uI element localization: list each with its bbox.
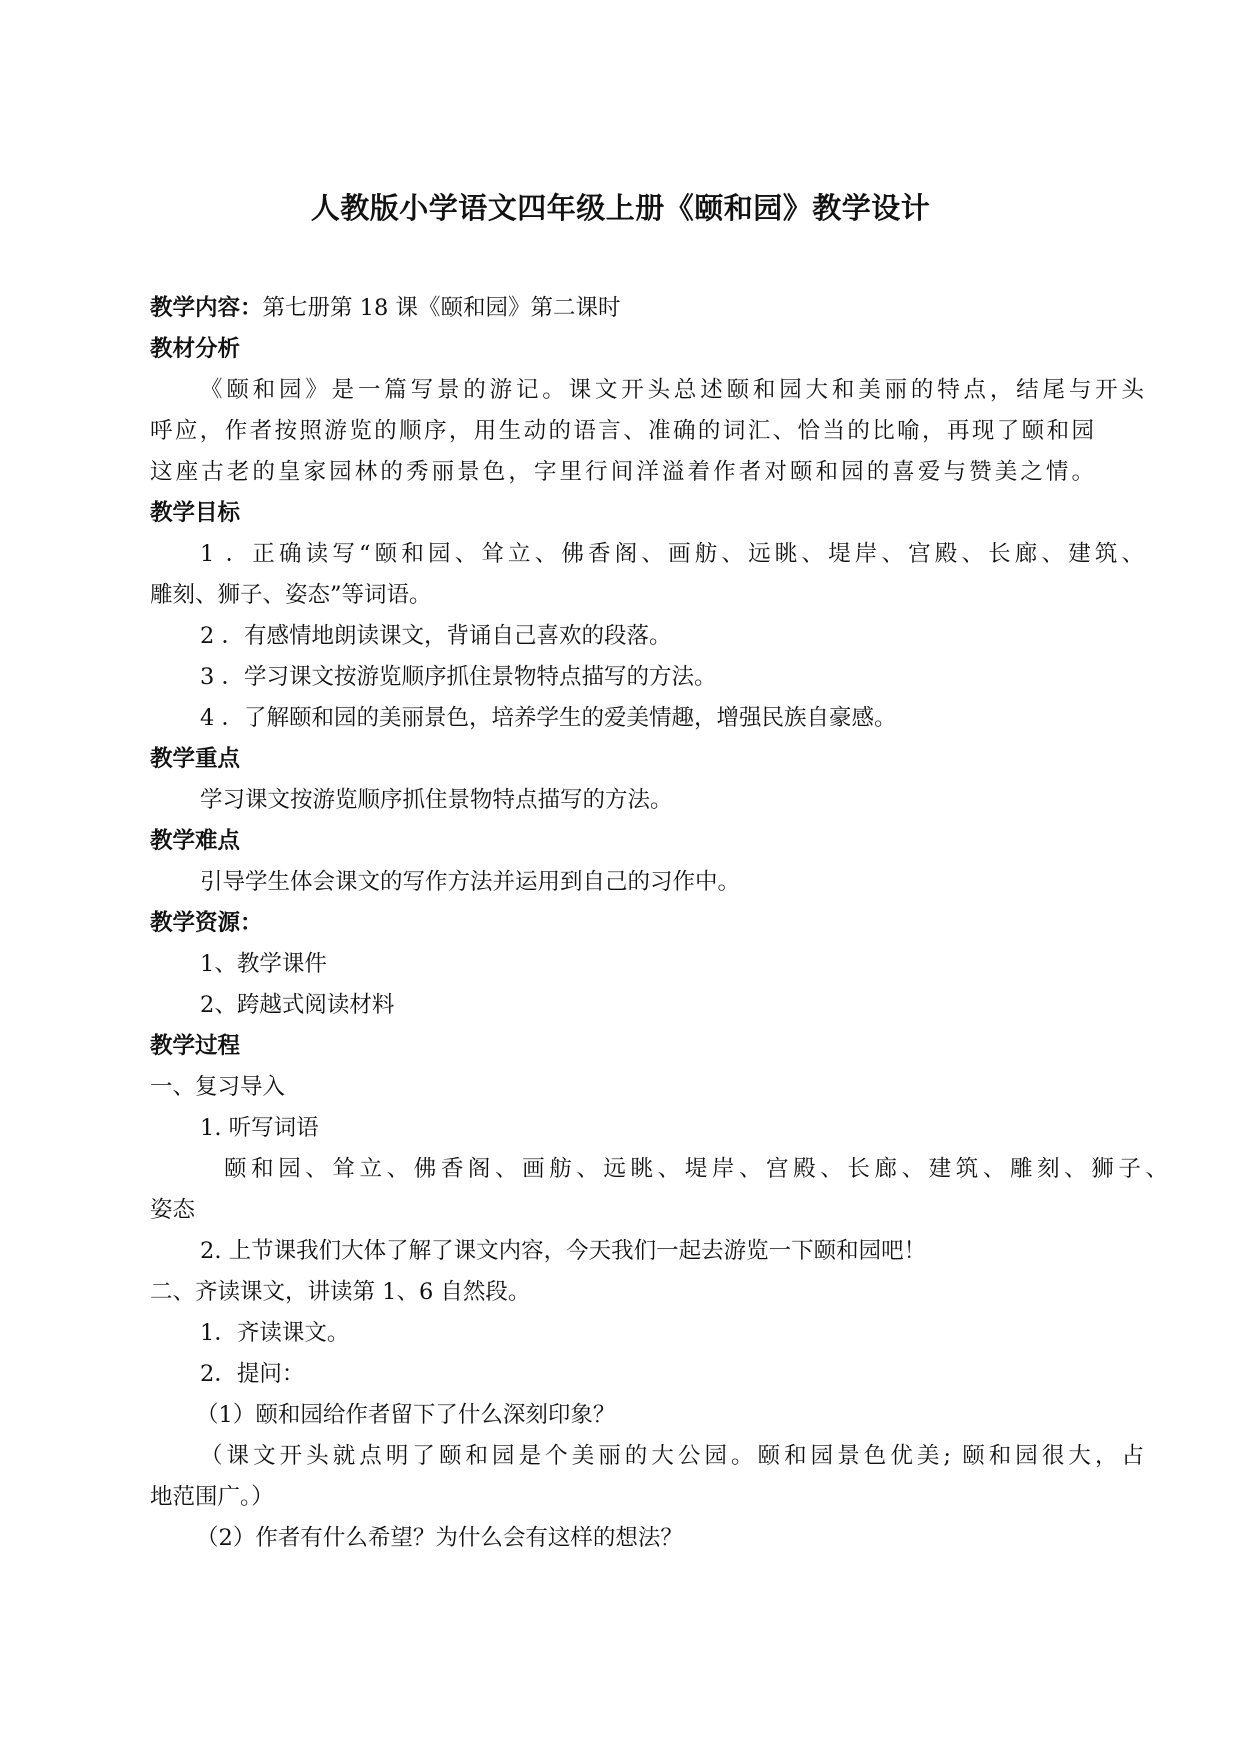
difficulty-text: 引导学生体会课文的写作方法并运用到自己的习作中。 [200, 869, 741, 895]
section-item: 2．提问： [200, 1361, 305, 1387]
goal-item: 2 ．有感情地朗读课文，背诵自己喜欢的段落。 [200, 623, 672, 649]
goal-item: 3 ．学习课文按游览顺序抓住景物特点描写的方法。 [200, 664, 717, 690]
section-item: 1．齐读课文。 [200, 1320, 350, 1346]
question: （2）作者有什么希望？为什么会有这样的想法？ [196, 1525, 683, 1551]
section-heading: 一、复习导入 [150, 1074, 286, 1100]
focus-heading: 教学重点 [150, 746, 241, 772]
process-heading: 教学过程 [150, 1033, 241, 1059]
section-heading: 二、齐读课文，讲读第 1、6 自然段。 [150, 1279, 531, 1305]
focus-text: 学习课文按游览顺序抓住景物特点描写的方法。 [200, 787, 673, 813]
resources-heading: 教学资源： [150, 910, 263, 936]
goal-item-continued: 雕刻、狮子、姿态”等词语。 [150, 582, 432, 608]
analysis-line: 《颐和园》是一篇写景的游记。课文开头总述颐和园大和美丽的特点，结尾与开头 [200, 377, 1144, 403]
goals-heading: 教学目标 [150, 500, 241, 526]
resource-item: 2、跨越式阅读材料 [200, 992, 395, 1018]
question: （1）颐和园给作者留下了什么深刻印象？ [196, 1402, 616, 1428]
dictation-words-continued: 姿态 [150, 1197, 196, 1223]
analysis-line: 呼应，作者按照游览的顺序，用生动的语言、准确的词汇、恰当的比喻，再现了颐和园 [150, 418, 1094, 444]
goal-item: 4 ．了解颐和园的美丽景色，培养学生的爱美情趣，增强民族自豪感。 [200, 705, 897, 731]
analysis-heading: 教材分析 [150, 336, 241, 362]
section-item: 2. 上节课我们大体了解了课文内容，今天我们一起去游览一下颐和园吧！ [200, 1238, 927, 1264]
dictation-words: 颐和园、耸立、佛香阁、画舫、远眺、堤岸、宫殿、长廊、建筑、雕刻、狮子、 [224, 1156, 1168, 1182]
teaching-content-text: 第七册第 18 课《颐和园》第二课时 [262, 295, 621, 321]
teaching-content [150, 292, 620, 324]
analysis-line: 这座古老的皇家园林的秀丽景色，字里行间洋溢着作者对颐和园的喜爱与赞美之情。 [150, 459, 1094, 485]
teaching-content-heading: 教学内容： [150, 295, 263, 321]
answer-text: （课文开头就点明了颐和园是个美丽的大公园。颐和园景色优美; 颐和园很大，占 [200, 1443, 1144, 1469]
answer-text-continued: 地范围广。） [150, 1484, 274, 1510]
section-item: 1. 听写词语 [200, 1115, 319, 1141]
goal-item: 1 ．正确读写“颐和园、耸立、佛香阁、画舫、远眺、堤岸、宫殿、长廊、建筑、 [200, 541, 1144, 567]
document-title: 人教版小学语文四年级上册《颐和园》教学设计 [310, 191, 931, 225]
resource-item: 1、教学课件 [200, 951, 327, 977]
difficulty-heading: 教学难点 [150, 828, 241, 854]
